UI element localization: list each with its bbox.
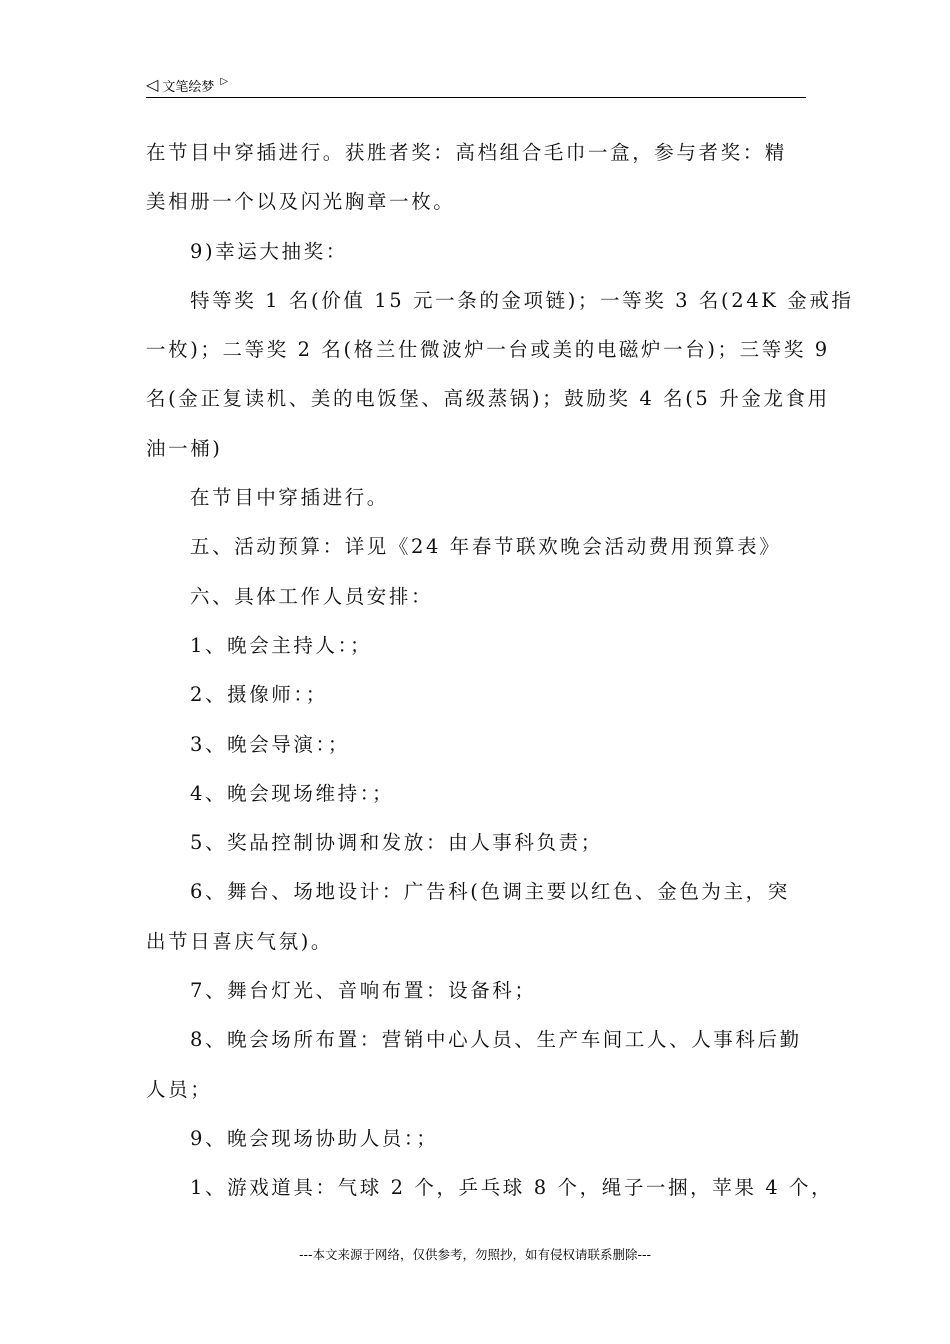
- page-header: [146, 72, 806, 98]
- text-line: 6、舞台、场地设计：广告科(色调主要以红色、金色为主，突: [190, 880, 790, 904]
- text-line: 3、晚会导演：；: [190, 732, 350, 756]
- text-line: 9、晚会现场协助人员：；: [190, 1126, 439, 1150]
- text-line: 7、舞台灯光、音响布置：设备科；: [190, 979, 537, 1003]
- text-line: 名(金正复读机、美的电饭堡、高级蒸锅)；鼓励奖 4 名(5 升金龙食用: [146, 387, 830, 411]
- text-line: 五、活动预算：详见《24 年春节联欢晚会活动费用预算表》: [190, 535, 782, 559]
- page-footer: ---本文来源于网络，仅供参考，勿照抄，如有侵权请联系删除---: [298, 1247, 652, 1262]
- triangle-right-icon: ▷: [220, 75, 229, 87]
- text-line: 一枚)；二等奖 2 名(格兰仕微波炉一台或美的电磁炉一台)；三等奖 9: [146, 338, 830, 362]
- text-line: 8、晚会场所布置：营销中心人员、生产车间工人、人事科后勤: [190, 1028, 802, 1052]
- header-rule: [146, 97, 806, 98]
- text-line: 人员；: [146, 1077, 213, 1101]
- text-line: 1、晚会主持人：；: [190, 633, 373, 657]
- text-line: 在节目中穿插进行。获胜者奖：高档组合毛巾一盒，参与者奖：精: [146, 141, 787, 164]
- text-line: 六、具体工作人员安排：: [190, 584, 434, 608]
- text-line: 特等奖 1 名(价值 15 元一条的金项链)；一等奖 3 名(24K 金戒指: [190, 288, 854, 312]
- text-line: 4、晚会现场维持：；: [190, 781, 395, 805]
- text-line: 在节目中穿插进行。: [190, 486, 389, 510]
- text-line: 5、奖品控制协调和发放：由人事科负责；: [190, 831, 603, 855]
- text-line: 美相册一个以及闪光胸章一枚。: [146, 190, 456, 214]
- document-body: [146, 128, 854, 1213]
- text-line: 2、摄像师：；: [190, 683, 328, 707]
- text-line: 9)幸运大抽奖：: [190, 239, 348, 263]
- text-line: 1、游戏道具：气球 2 个，乒乓球 8 个，绳子一捆，苹果 4 个，: [190, 1176, 834, 1200]
- text-line: 油一桶): [146, 436, 223, 460]
- header-title: 文笔绘梦: [162, 79, 215, 95]
- text-line: 出节日喜庆气氛)。: [146, 929, 334, 953]
- triangle-left-icon: ◁: [146, 75, 159, 94]
